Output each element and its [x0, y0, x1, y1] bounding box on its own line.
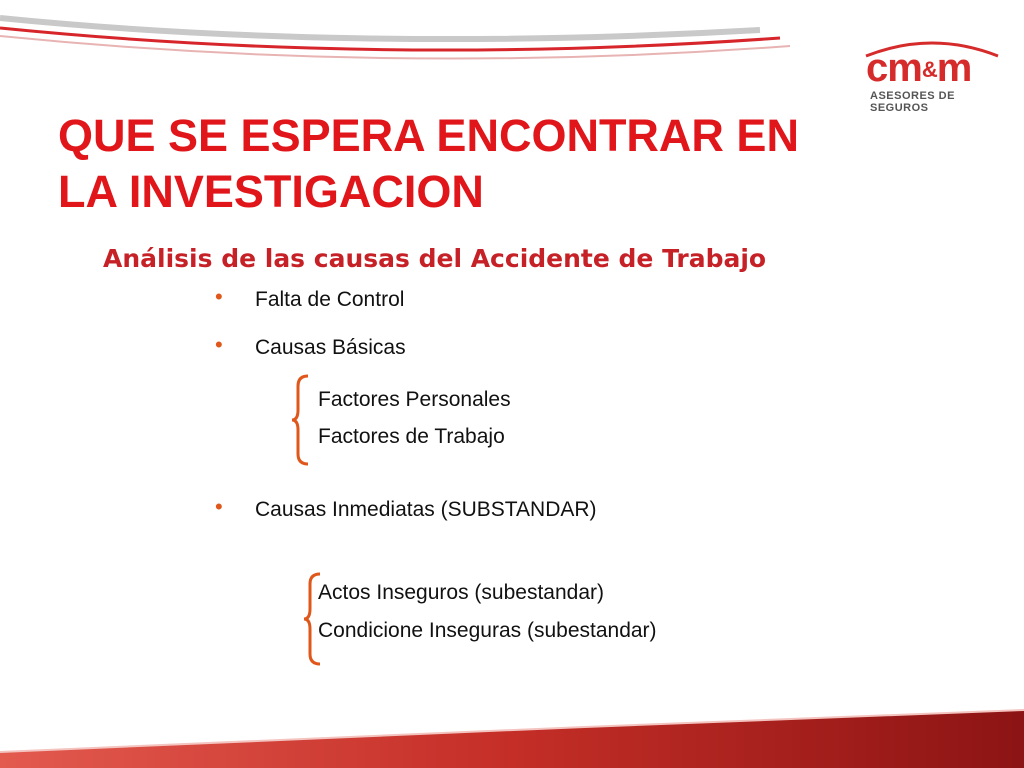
logo-tagline: ASESORES DE SEGUROS [870, 90, 955, 114]
slide-subtitle: Análisis de las causas del Accidente de Trabajo [103, 244, 767, 273]
bullet-dot-icon: • [215, 494, 223, 519]
sub-item-factores-personales: Factores Personales [318, 388, 511, 411]
bottom-decorative-swoosh [0, 708, 1024, 768]
slide-title-line-1: QUE SE ESPERA ENCONTRAR EN [58, 110, 799, 161]
left-brace-icon [290, 374, 312, 466]
sub-item-condiciones-inseguras: Condicione Inseguras (subestandar) [318, 619, 657, 642]
company-logo [860, 30, 1005, 114]
bullet-label: Causas Básicas [255, 336, 406, 359]
bullet-label: Falta de Control [255, 288, 405, 311]
bullet-dot-icon: • [215, 284, 223, 309]
slide-title-line-2: LA INVESTIGACION [58, 166, 484, 217]
bullet-label: Causas Inmediatas (SUBSTANDAR) [255, 498, 597, 521]
sub-item-actos-inseguros: Actos Inseguros (subestandar) [318, 581, 604, 604]
slide-title [58, 108, 858, 220]
bullet-dot-icon: • [215, 332, 223, 357]
sub-item-factores-de-trabajo: Factores de Trabajo [318, 425, 505, 448]
logo-wordmark: cm&m [866, 46, 972, 90]
